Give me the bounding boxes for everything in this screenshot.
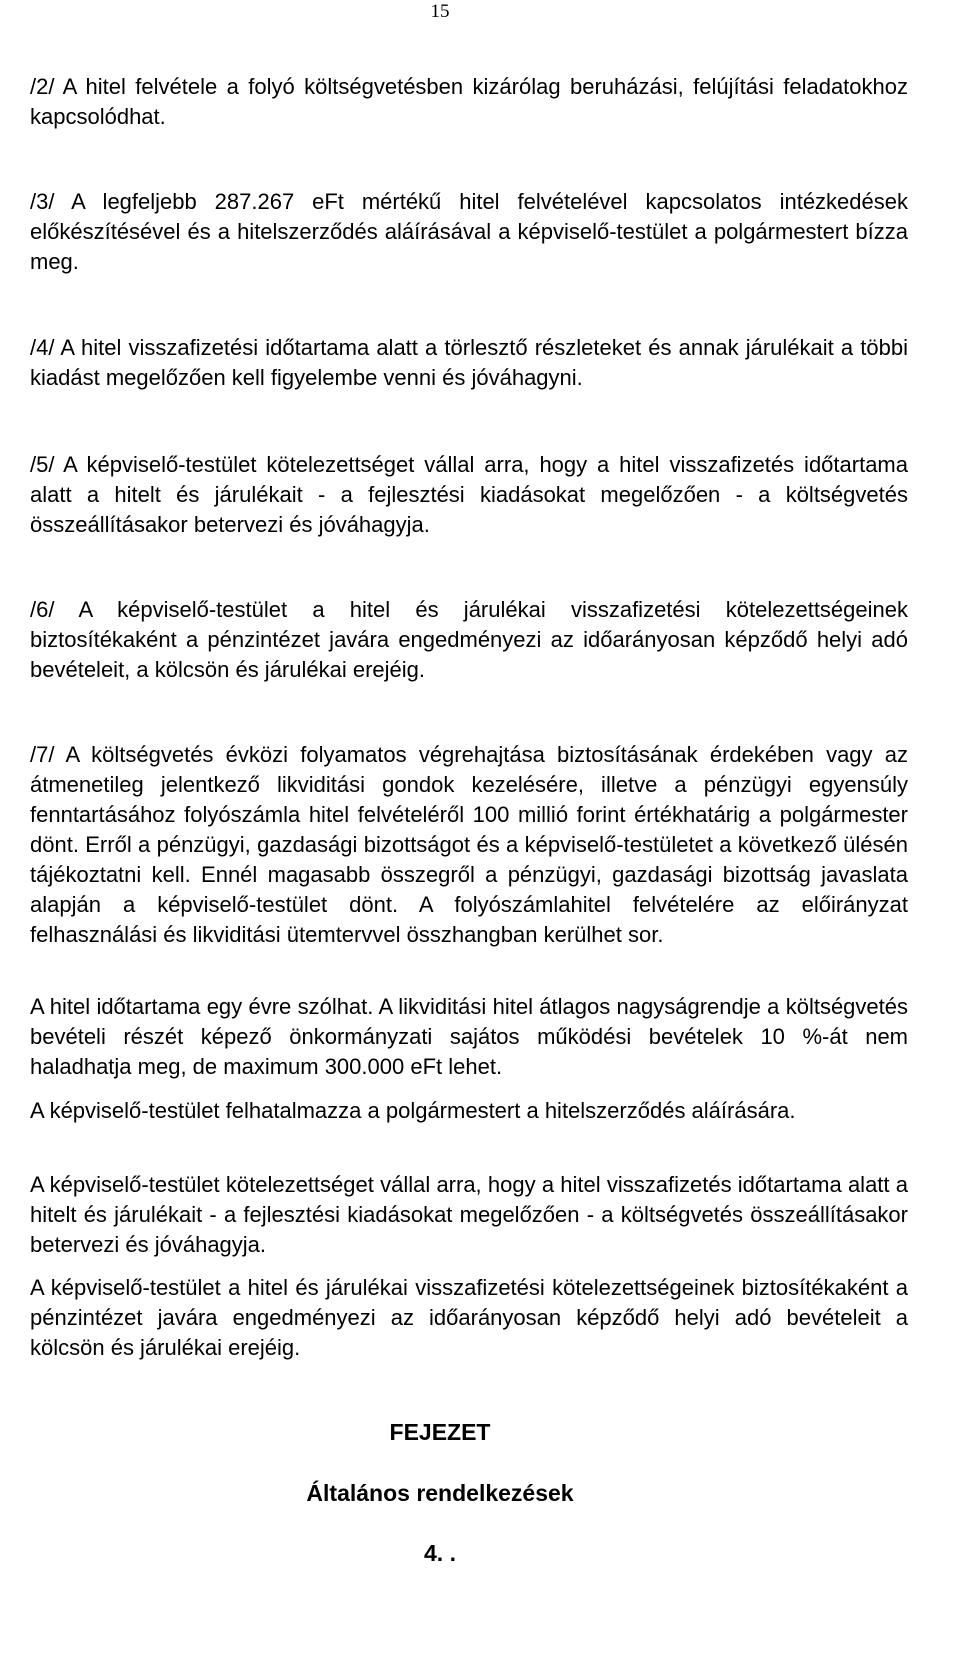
paragraph-text: A képviselő-testület a hitel és járulékai visszafizetési kötelezettségeinek biztosítékaként a pénzintézet javára engedményezi az időarányosan képződő helyi adó bevételeit a kölcsön és járulékai erejéig. [30,1275,908,1360]
paragraph-4 [30,333,908,393]
paragraph-3 [30,187,908,277]
paragraph-text: /4/ A hitel visszafizetési időtartama alatt a törlesztő részleteket és annak járulékait a többi kiadást megelőzően kell figyelembe venni és jóváhagyni. [30,335,908,390]
paragraph-7-liquidity [30,992,908,1082]
paragraph-text: /7/ A költségvetés évközi folyamatos végrehajtása biztosításának érdekében vagy az átmenetileg jelentkező likviditási gondok kezelésére, illetve a pénzügyi egyensúly fenntartásához folyószámla hitel felvételéről 100 millió forint értékhatárig a polgármester dönt. Erről a pénzügyi, gazdasági bizottságot és a képviselő-testületet a következő ülésén tájékoztatni kell. Ennél magasabb összegről a pénzügyi, gazdasági bizottság javaslata alapján a képviselő-testület dönt. A folyószámlahitel felvételére az előirányzat felhasználási és likviditási ütemtervvel összhangban kerülhet sor. [30,742,908,947]
paragraph-text: A képviselő-testület kötelezettséget vállal arra, hogy a hitel visszafizetés időtartama alatt a hitelt és járulékait - a fejlesztési kiadásokat megelőzően - a költségvetés összeállításakor betervezi és jóváhagyja. [30,1172,908,1257]
section-number: 4. . [424,1540,456,1566]
paragraph-5 [30,450,908,540]
paragraph-7-obligation [30,1170,908,1260]
paragraph-7-authorization [30,1096,908,1126]
paragraph-text: /5/ A képviselő-testület kötelezettséget vállal arra, hogy a hitel visszafizetés időtartama alatt a hitelt és járulékait - a fejlesztési kiadásokat megelőzően - a költségvetés összeállításakor betervezi és jóváhagyja. [30,452,908,537]
chapter-title: Általános rendelkezések [306,1480,574,1506]
paragraph-text: /6/ A képviselő-testület a hitel és járulékai visszafizetési kötelezettségeinek biztosítékaként a pénzintézet javára engedményezi az időarányosan képződő helyi adó bevételeit, a kölcsön és járulékai erejéig. [30,597,908,682]
paragraph-2 [30,72,908,132]
paragraph-text: A képviselő-testület felhatalmazza a polgármestert a hitelszerződés aláírására. [30,1098,796,1123]
paragraph-7-security [30,1273,908,1363]
chapter-heading: FEJEZET [389,1419,491,1445]
paragraph-text: /2/ A hitel felvétele a folyó költségvetésben kizárólag beruházási, felújítási feladatokhoz kapcsolódhat. [30,74,908,129]
page-number: 15 [430,1,450,22]
paragraph-7 [30,740,908,950]
paragraph-text: /3/ A legfeljebb 287.267 eFt mértékű hitel felvételével kapcsolatos intézkedések előkészítésével és a hitelszerződés aláírásával a képviselő-testület a polgármestert bízza meg. [30,189,908,274]
paragraph-6 [30,595,908,685]
paragraph-text: A hitel időtartama egy évre szólhat. A likviditási hitel átlagos nagyságrendje a költségvetés bevételi részét képező önkormányzati sajátos működési bevételek 10 %-át nem haladhatja meg, de maximum 300.000 eFt lehet. [30,994,908,1079]
